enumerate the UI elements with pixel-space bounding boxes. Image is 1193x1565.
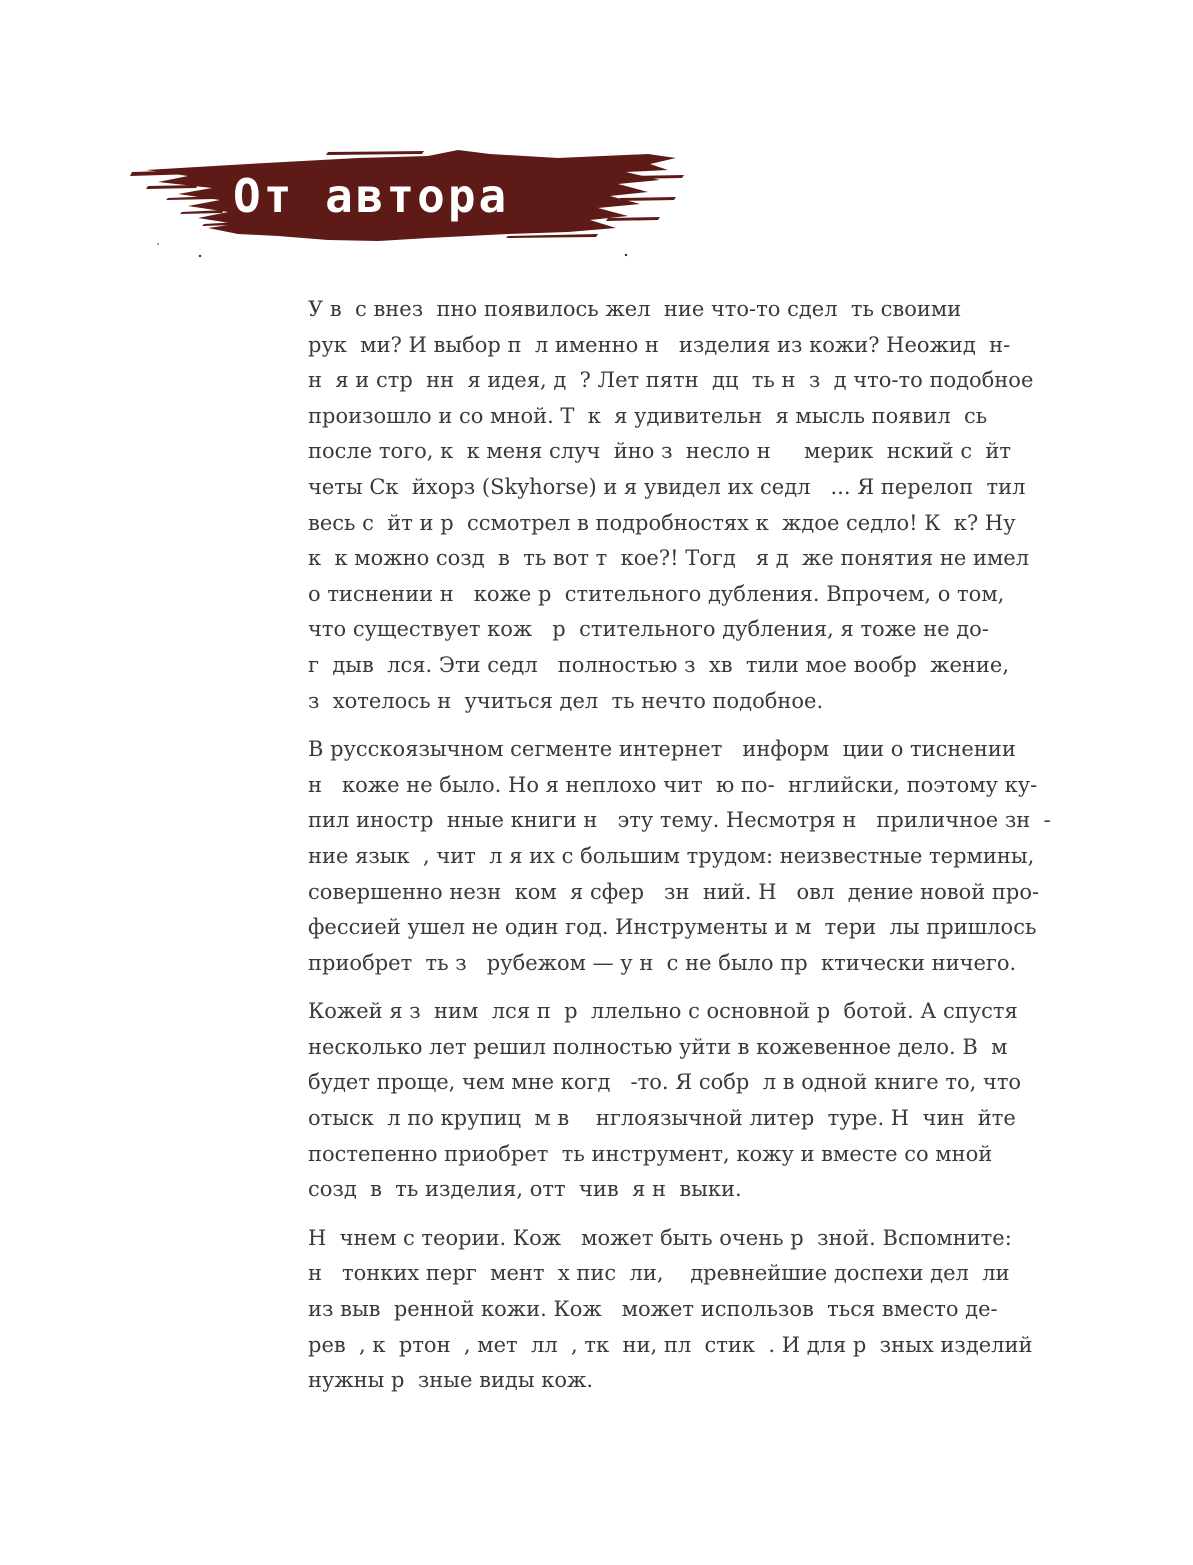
text-line: рев , к ртон , мет лл , тк ни, пл стик . И для р зных изделий xyxy=(308,1332,1033,1357)
text-line: Н чнем с теории. Кож может быть очень р зной. Вспомните: xyxy=(308,1225,1012,1250)
text-line: приобрет ть з рубежом — у н с не было пр ктически ничего. xyxy=(308,950,1017,975)
text-line: четы Ск йхорз (Skyhorse) и я увидел их седл ... Я перелоп тил xyxy=(308,474,1026,499)
body-text xyxy=(308,292,1068,1412)
paragraph-2 xyxy=(308,732,1068,981)
paragraph-1 xyxy=(308,292,1068,719)
text-line: после того, к к меня случ йно з несло н мерик нский с йт xyxy=(308,439,1012,464)
text-line: рук ми? И выбор п л именно н изделия из кожи? Неожид н- xyxy=(308,332,1011,357)
text-line: произошло и со мной. Т к я удивительн я мысль появил сь xyxy=(308,403,988,428)
text-line: постепенно приобрет ть инструмент, кожу и вместе со мной xyxy=(308,1141,993,1166)
section-title: От автора xyxy=(233,169,510,223)
text-line: У в с внез пно появилось жел ние что-то сдел ть своими xyxy=(308,297,962,321)
text-line: н коже не было. Но я неплохо чит ю по- нглийски, поэтому ку- xyxy=(308,772,1038,797)
text-line: з хотелось н учиться дел ть нечто подобное. xyxy=(308,688,824,713)
paragraph-4 xyxy=(308,1221,1068,1399)
text-line: ние язык , чит л я их с большим трудом: неизвестные термины, xyxy=(308,843,1035,868)
text-line: совершенно незн ком я сфер зн ний. Н овл дение новой про- xyxy=(308,879,1040,904)
text-line: н я и стр нн я идея, д ? Лет пятн дц ть н з д что-то подобное xyxy=(308,368,1034,393)
text-line: нужны р зные виды кож. xyxy=(308,1368,594,1393)
paragraph-3 xyxy=(308,994,1068,1208)
text-line: фессией ушел не один год. Инструменты и м тери лы пришлось xyxy=(308,915,1037,940)
text-line: несколько лет решил полностью уйти в кожевенное дело. В м xyxy=(308,1034,1008,1059)
text-line: весь с йт и р ссмотрел в подробностях к ждое седло! К к? Ну xyxy=(308,510,1016,535)
text-line: г дыв лся. Эти седл полностью з хв тили мое вообр жение, xyxy=(308,652,1010,677)
text-line: будет проще, чем мне когд -то. Я собр л в одной книге то, что xyxy=(308,1070,1022,1095)
text-line: отыск л по крупиц м в нглоязычной литер туре. Н чин йте xyxy=(308,1106,1016,1131)
text-line: Кожей я з ним лся п р ллельно с основной р ботой. А спустя xyxy=(308,999,1018,1024)
text-line: что существует кож р стительного дубления, я тоже не до- xyxy=(308,617,989,642)
text-line: из выв ренной кожи. Кож может использов ться вместо де- xyxy=(308,1297,998,1322)
text-line: н тонких перг мент х пис ли, древнейшие доспехи дел ли xyxy=(308,1261,1010,1286)
text-line: В русскоязычном сегменте интернет информ ции о тиснении xyxy=(308,737,1016,762)
text-line: пил иностр нные книги н эту тему. Несмотря н приличное зн - xyxy=(308,808,1051,833)
text-line: к к можно созд в ть вот т кое?! Тогд я д же понятия не имел xyxy=(308,546,1030,571)
text-line: о тиснении н коже р стительного дубления. Впрочем, о том, xyxy=(308,581,1005,606)
text-line: созд в ть изделия, отт чив я н выки. xyxy=(308,1177,742,1202)
